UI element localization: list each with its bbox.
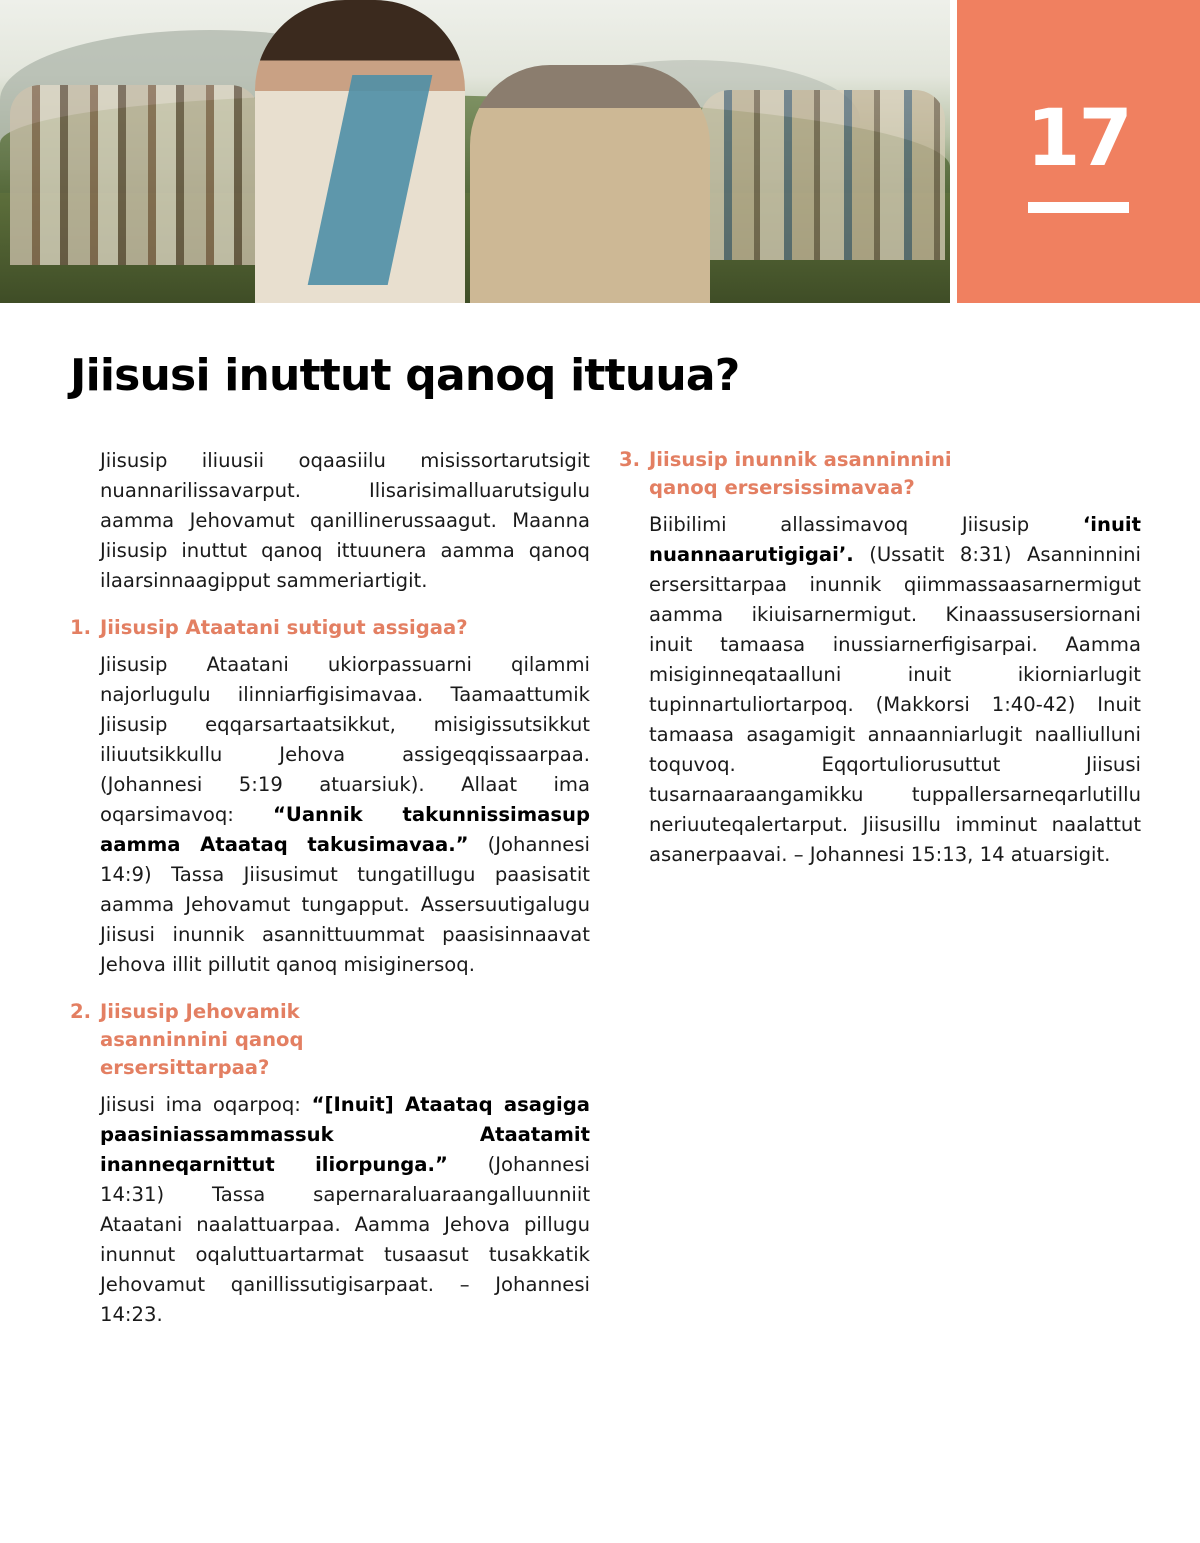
section-heading-3 xyxy=(619,446,1141,502)
section-number: 1. xyxy=(70,616,92,639)
right-column xyxy=(619,446,1141,888)
body-text: Jiisusip Ataatani ukiorpassuarni qilammi najorlugulu ilinniarfigisimavaa. Taamaattumik Jiisusip eqqarsartaatsikkut, misigissutsikkut iliuutsikkullu Jehova assigeqqissaarpaa. (Johannesi 5:19 atuarsiuk). Allaat ima oqarsimavoq: xyxy=(100,653,590,826)
section-question: Jiisusip Ataatani sutigut assigaa? xyxy=(100,616,468,639)
section-body-1 xyxy=(70,650,590,980)
body-text: (Ussatit 8:31) Asanninnini ersersittarpaa inunnik qiimmassaasarnermigut aamma ikiuisarnermigut. Kinaassusersiornani inuit tamaasa inussiarnerfigisarpai. Aamma misiginneqataalluni inuit ikiorniarlugit tupinnartuliortarpoq. (Makkorsi 1:40-42) Inuit tamaasa asagamigit annaanniarlugit naalliulluni toquvoq. Eqqortuliorusuttut Jiisusi tusarnaaraangamikku tuppallersarneqarlutillu neriuuteqalertarput. Jiisusillu imminut naalattut asanerpaavai. – Johannesi 15:13, 14 atuarsigit. xyxy=(649,543,1141,866)
crowd-left xyxy=(10,85,260,265)
chapter-badge xyxy=(957,0,1200,303)
body-text: Biibilimi allassimavoq Jiisusip xyxy=(649,513,1083,536)
kneeling-man-figure xyxy=(470,65,710,303)
body-text: Jiisusi ima oqarpoq: xyxy=(100,1093,312,1116)
scripture-quote: ‘inuit nuannaarutigigai’. xyxy=(649,513,1141,566)
section-heading-1 xyxy=(70,614,590,642)
section-question: Jiisusip inunnik asanninnini qanoq ersersissimavaa? xyxy=(649,448,952,499)
section-body-2 xyxy=(70,1090,590,1330)
chapter-underline xyxy=(1028,202,1129,213)
section-question: Jiisusip Jehovamik asanninnini qanoq ersersittarpaa? xyxy=(100,1000,304,1079)
section-number: 2. xyxy=(70,1000,92,1023)
page-title: Jiisusi inuttut qanoq ittuua? xyxy=(70,350,740,401)
scripture-quote: “[Inuit] Ataataq asagiga paasiniassammassuk Ataatamit inanneqarnittut iliorpunga.” xyxy=(100,1093,591,1176)
section-number: 3. xyxy=(619,448,641,471)
chapter-number: 17 xyxy=(1026,94,1131,184)
intro-paragraph: Jiisusip iliuusii oqaasiilu misissortarutsigit nuannarilissavarput. Ilisarisimalluarutsigulu aamma Jehovamut qanillinerussaagut. Maanna Jiisusip inuttut qanoq ittuunera aamma qanoq ilaarsinnaagipput sammeriartigit. xyxy=(100,449,590,592)
hero-image xyxy=(0,0,950,303)
left-column xyxy=(70,446,590,1348)
section-heading-2 xyxy=(70,998,590,1082)
body-text: (Johannesi 14:9) Tassa Jiisusimut tungatillugu paasisatit aamma Jehovamut tungapput. Assersuutigalugu Jiisusi inunnik asannittuummat paasisinnaavat Jehova illit pillutit qanoq misiginersoq. xyxy=(100,833,590,976)
section-body-3 xyxy=(619,510,1141,870)
body-text: (Johannesi 14:31) Tassa sapernaraluaraangalluunniit Ataatani naalattuarpaa. Aamma Jehova pillugu inunnut oqaluttuartarmat tusaasut tusakkatik Jehovamut qanillissutigisarpaat. – Johannesi 14:23. xyxy=(100,1153,590,1326)
scripture-quote: “Uannik takunnissimasup aamma Ataataq takusimavaa.” xyxy=(100,803,590,856)
crowd-right xyxy=(700,90,945,260)
